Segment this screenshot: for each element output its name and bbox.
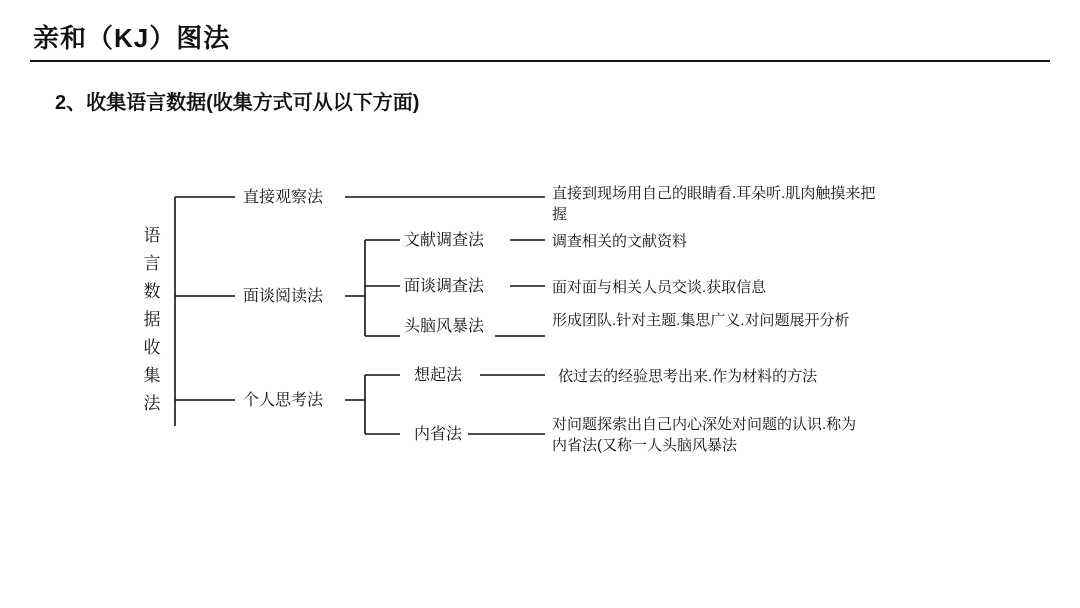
root-char-2: 言	[143, 254, 161, 273]
subbranch-label-recall-method: 想起法	[414, 367, 463, 384]
description-brainstorming: 形成团队.针对主题.集思广义.对问题展开分析	[552, 312, 850, 329]
root-char-7: 法	[143, 394, 161, 413]
description-introspection: 对问题探索出自己内心深处对问题的认识.称为内省法(又称一人头脑风暴法	[552, 416, 857, 454]
subbranch-label-introspection: 内省法	[414, 426, 463, 443]
description-literature-survey: 调查相关的文献资料	[552, 233, 688, 250]
description-direct-observation: 直接到现场用自己的眼睛看.耳朵听.肌肉触摸来把握	[552, 185, 876, 223]
subbranch-label-interview-survey: 面谈调查法	[404, 278, 485, 295]
branch-label-direct-observation: 直接观察法	[243, 189, 324, 206]
root-char-3: 数	[143, 282, 161, 301]
branch-label-interview-reading: 面谈阅读法	[243, 288, 324, 305]
subbranch-label-brainstorming: 头脑风暴法	[404, 318, 485, 335]
description-interview-survey: 面对面与相关人员交谈.获取信息	[552, 279, 767, 296]
subbranch-label-literature-survey: 文献调查法	[404, 232, 485, 249]
root-char-5: 收	[143, 338, 161, 357]
root-char-6: 集	[143, 366, 161, 385]
description-recall-method: 依过去的经验思考出来.作为材料的方法	[558, 368, 818, 385]
branch-label-personal-thinking: 个人思考法	[243, 392, 324, 409]
page-title: 亲和（KJ）图法	[33, 23, 231, 53]
root-char-1: 语	[143, 226, 161, 245]
section-subtitle: 2、收集语言数据(收集方式可从以下方面)	[55, 92, 420, 114]
root-char-4: 据	[143, 310, 161, 329]
diagram-root-label	[138, 222, 166, 418]
